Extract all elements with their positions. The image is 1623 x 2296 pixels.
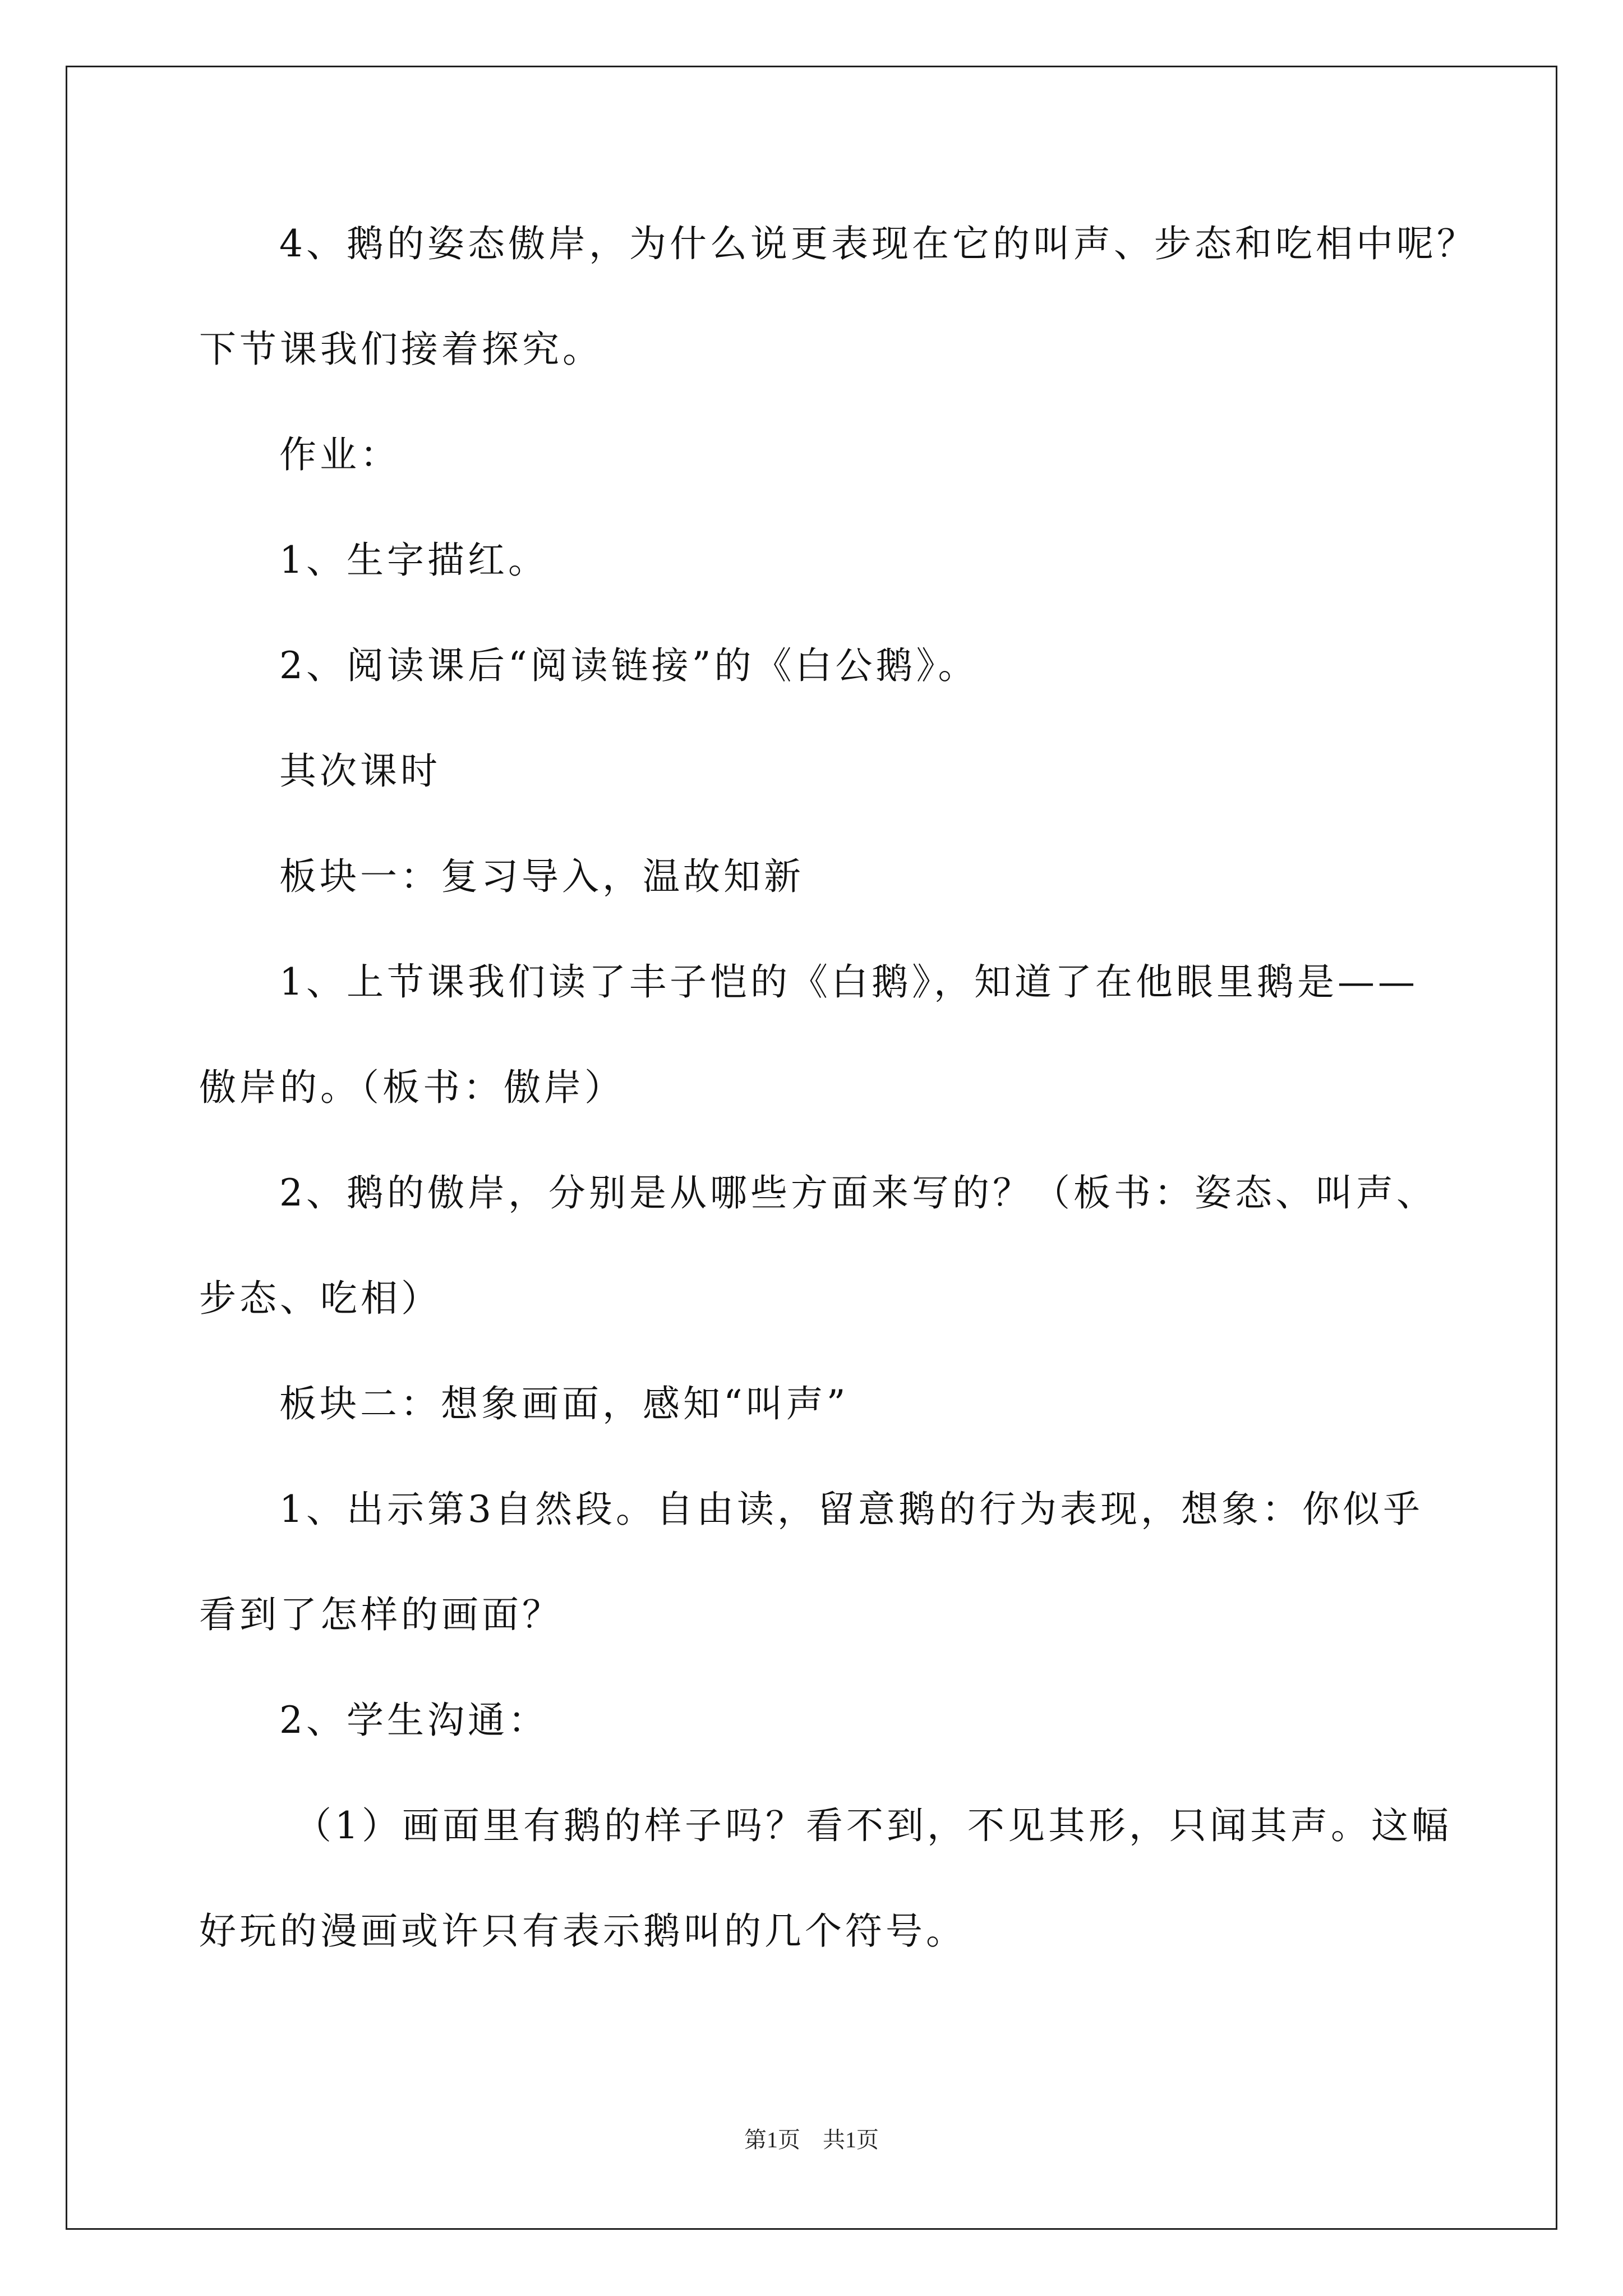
page-footer: 第1页 共1页 (744, 2127, 879, 2152)
paragraph-line: 2、阅读课后“阅读链接”的《白公鹅》。 (279, 644, 979, 687)
paragraph-line: 1、上节课我们读了丰子恺的《白鹅》，知道了在他眼里鹅是—— (279, 960, 1418, 1004)
paragraph-line: 作业： (279, 433, 400, 476)
paragraph-line: 2、学生沟通： (279, 1699, 548, 1742)
paragraph-line: 2、鹅的傲岸，分别是从哪些方面来写的？（板书：姿态、叫声、 (279, 1171, 1437, 1214)
paragraph-line: 4、鹅的姿态傲岸，为什么说更表现在它的叫声、步态和吃相中呢？ (279, 222, 1477, 265)
section-heading: 其次课时 (279, 749, 441, 793)
paragraph-line: 下节课我们接着探究。 (199, 328, 603, 371)
paragraph-line: （1）画面里有鹅的样子吗？看不到，不见其形，只闻其声。这幅 (294, 1804, 1452, 1847)
paragraph-line: 傲岸的。（板书：傲岸） (199, 1066, 625, 1109)
paragraph-line: 看到了怎样的画面？ (199, 1593, 562, 1636)
section-heading: 板块二：想象画面，感知“叫声” (279, 1382, 849, 1425)
paragraph-line: 好玩的漫画或许只有表示鹅叫的几个符号。 (199, 1910, 966, 1953)
page-border (66, 66, 1557, 2230)
paragraph-line: 1、生字描红。 (279, 539, 548, 582)
section-heading: 板块一：复习导入，温故知新 (279, 855, 804, 898)
paragraph-line: 步态、吃相） (199, 1277, 441, 1320)
paragraph-line: 1、出示第3自然段。自由读，留意鹅的行为表现，想象：你似乎 (279, 1488, 1423, 1531)
